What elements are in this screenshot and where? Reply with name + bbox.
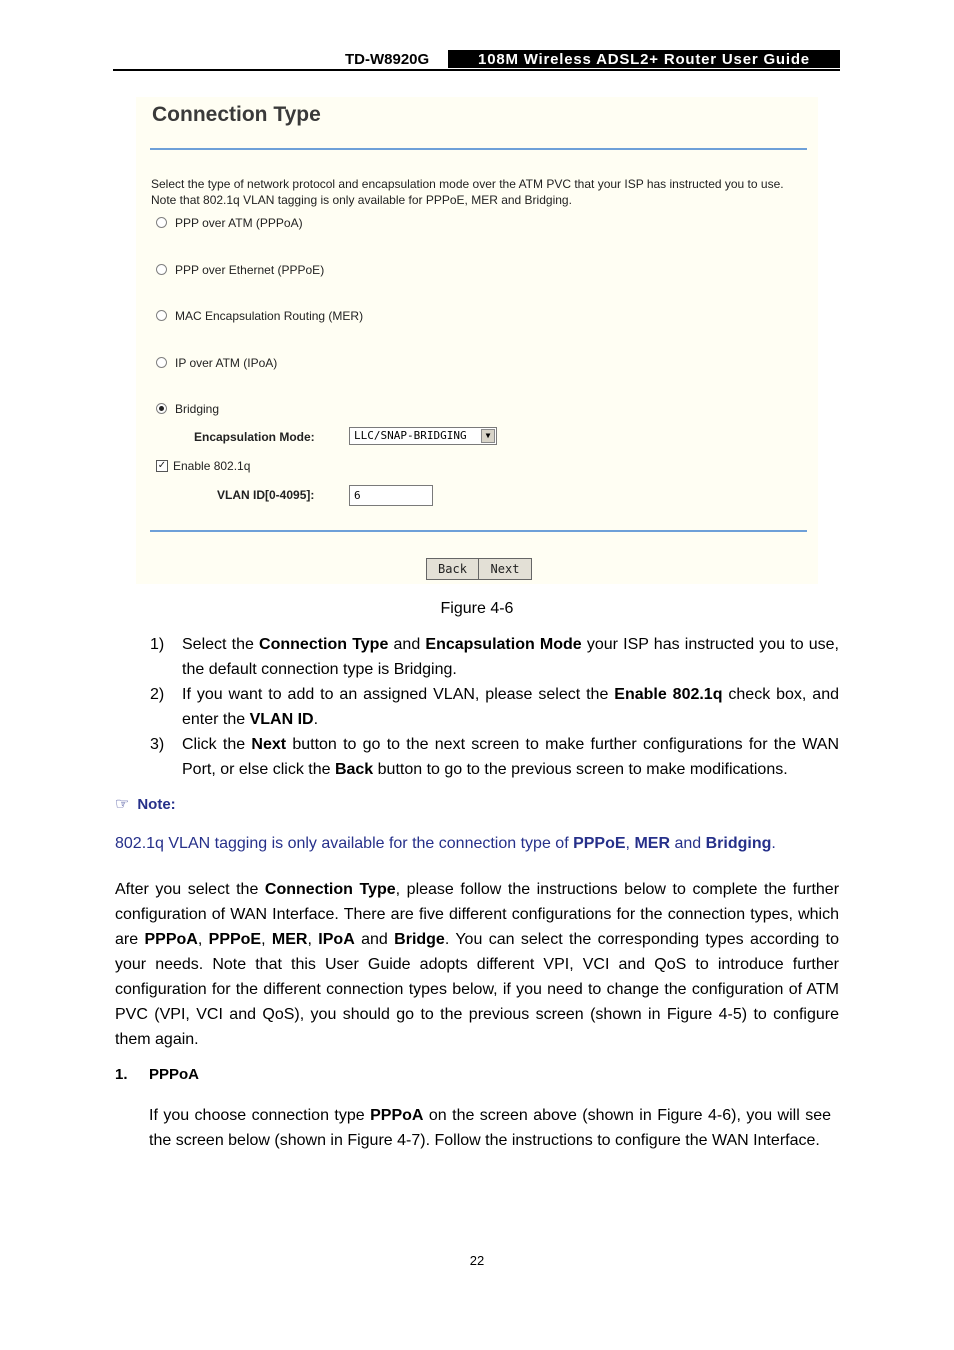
option-bridging[interactable] (156, 402, 219, 416)
header-title: 108M Wireless ADSL2+ Router User Guide (448, 50, 840, 68)
vlan-id-label: VLAN ID[0-4095]: (217, 488, 315, 502)
bold-term: PPPoA (370, 1107, 424, 1124)
text-run: If you choose connection type (149, 1107, 371, 1124)
option-label: Bridging (175, 402, 220, 416)
bold-term: Connection Type (259, 636, 389, 653)
note-heading (115, 794, 176, 814)
note-label: Note: (137, 796, 176, 813)
text-run: Click the (182, 736, 252, 753)
option-mer[interactable] (156, 309, 363, 323)
text-run: If you want to add to an assigned VLAN, please select the (182, 686, 615, 703)
list-item (150, 632, 839, 682)
bold-term: Bridging (705, 835, 772, 852)
running-header (113, 49, 840, 71)
screen-description: Select the type of network protocol and encapsulation mode over the ATM PVC that your ISP has instructed you to use. Note that 802.1q VLAN tagging is only available for PPPoE, MER and Bridging. (151, 177, 784, 207)
header-model: TD-W8920G (345, 51, 430, 68)
enable-8021q-checkbox[interactable] (156, 459, 250, 473)
step-number: 3) (150, 736, 165, 753)
steps-list (150, 632, 839, 782)
text-run: 802.1q VLAN tagging is only available for the connection type of (115, 835, 574, 852)
select-value: LLC/SNAP-BRIDGING (354, 429, 467, 442)
text-run: and (670, 835, 706, 852)
bold-term: PPPoE (573, 835, 626, 852)
radio-icon[interactable] (156, 264, 167, 275)
section-paragraph (149, 1103, 831, 1153)
radio-icon[interactable] (156, 217, 167, 228)
vlan-id-input[interactable]: 6 (349, 485, 433, 506)
screen-divider-bottom (150, 530, 807, 532)
pointing-hand-icon: ☞ (115, 796, 130, 813)
radio-selected-icon[interactable] (156, 403, 167, 414)
option-ipoa[interactable] (156, 356, 277, 370)
option-label: MAC Encapsulation Routing (MER) (175, 309, 364, 323)
next-button[interactable]: Next (478, 558, 532, 580)
bold-term: VLAN ID (249, 711, 314, 728)
screen-title: Connection Type (152, 103, 321, 126)
text-run: and (354, 931, 395, 948)
text-run: button to go to the previous screen to make modifications. (373, 761, 788, 778)
note-text (115, 833, 839, 855)
radio-icon[interactable] (156, 357, 167, 368)
bold-term: Back (334, 761, 374, 778)
checkbox-label: Enable 802.1q (173, 459, 251, 473)
bold-term: Next (251, 736, 287, 753)
step-number: 1) (150, 636, 165, 653)
page-number: 22 (469, 1253, 485, 1268)
bold-term: Encapsulation Mode (425, 636, 582, 653)
option-label: PPP over ATM (PPPoA) (175, 216, 303, 230)
text-run: , please follow the instructions below to complete the further configuration of WAN Interface. There are five different configurations for the connection types, which are (115, 881, 840, 948)
chevron-down-icon[interactable]: ▼ (481, 429, 495, 443)
text-run: , (197, 931, 209, 948)
text-run: . (771, 835, 776, 852)
bold-term: PPPoA (144, 931, 198, 948)
text-run: . (313, 711, 319, 728)
text-run: After you select the (115, 881, 265, 898)
text-run: your ISP has instructed you to use, the default connection type is Bridging. (182, 636, 839, 678)
checkmark-icon[interactable]: ✓ (157, 459, 167, 471)
header-rule (113, 69, 840, 71)
bold-term: Enable 802.1q (614, 686, 723, 703)
option-label: IP over ATM (IPoA) (175, 356, 278, 370)
text-run: , (307, 931, 319, 948)
list-item (150, 732, 839, 782)
text-run: Select the (182, 636, 260, 653)
text-run: check box, and enter the (182, 686, 840, 728)
section-number: 1. (115, 1066, 128, 1083)
bold-term: PPPoE (208, 931, 262, 948)
text-run: and (388, 636, 426, 653)
bold-term: MER (634, 835, 670, 852)
text-run: , (261, 931, 272, 948)
figure-caption: Figure 4-6 (440, 600, 514, 617)
section-title: PPPoA (149, 1066, 200, 1083)
bold-term: MER (271, 931, 308, 948)
back-button[interactable]: Back (426, 558, 479, 580)
encapsulation-mode-select[interactable] (349, 427, 497, 445)
text-run: , (625, 835, 635, 852)
section-heading (115, 1066, 199, 1083)
text-run: on the screen above (shown in Figure 4-6), you will see the screen below (shown in Figure 4-7). Follow the instructions to configure the WAN Interface. (149, 1107, 832, 1149)
text-run: button to go to the next screen to make further configurations for the WAN Port, or else click the (182, 736, 840, 778)
list-item (150, 682, 839, 732)
radio-icon[interactable] (156, 310, 167, 321)
bold-term: Bridge (394, 931, 445, 948)
bold-term: IPoA (318, 931, 355, 948)
figure-screenshot (136, 97, 818, 584)
text-run: . You can select the corresponding types according to your needs. Note that this User Guide adopts different VPI, VCI and QoS to introduce further configuration for the different connection types below, if you need to change the configuration of ATM PVC (VPI, VCI and QoS), you should go to the previous screen (shown in Figure 4-5) to configure them again. (115, 931, 840, 1048)
encapsulation-mode-label: Encapsulation Mode: (194, 430, 315, 444)
option-pppoa[interactable] (156, 216, 303, 230)
option-label: PPP over Ethernet (PPPoE) (175, 263, 325, 277)
bold-term: Connection Type (264, 881, 396, 898)
option-pppoe[interactable] (156, 263, 324, 277)
screen-divider-top (150, 148, 807, 150)
body-paragraph (115, 877, 839, 1052)
step-number: 2) (150, 686, 165, 703)
